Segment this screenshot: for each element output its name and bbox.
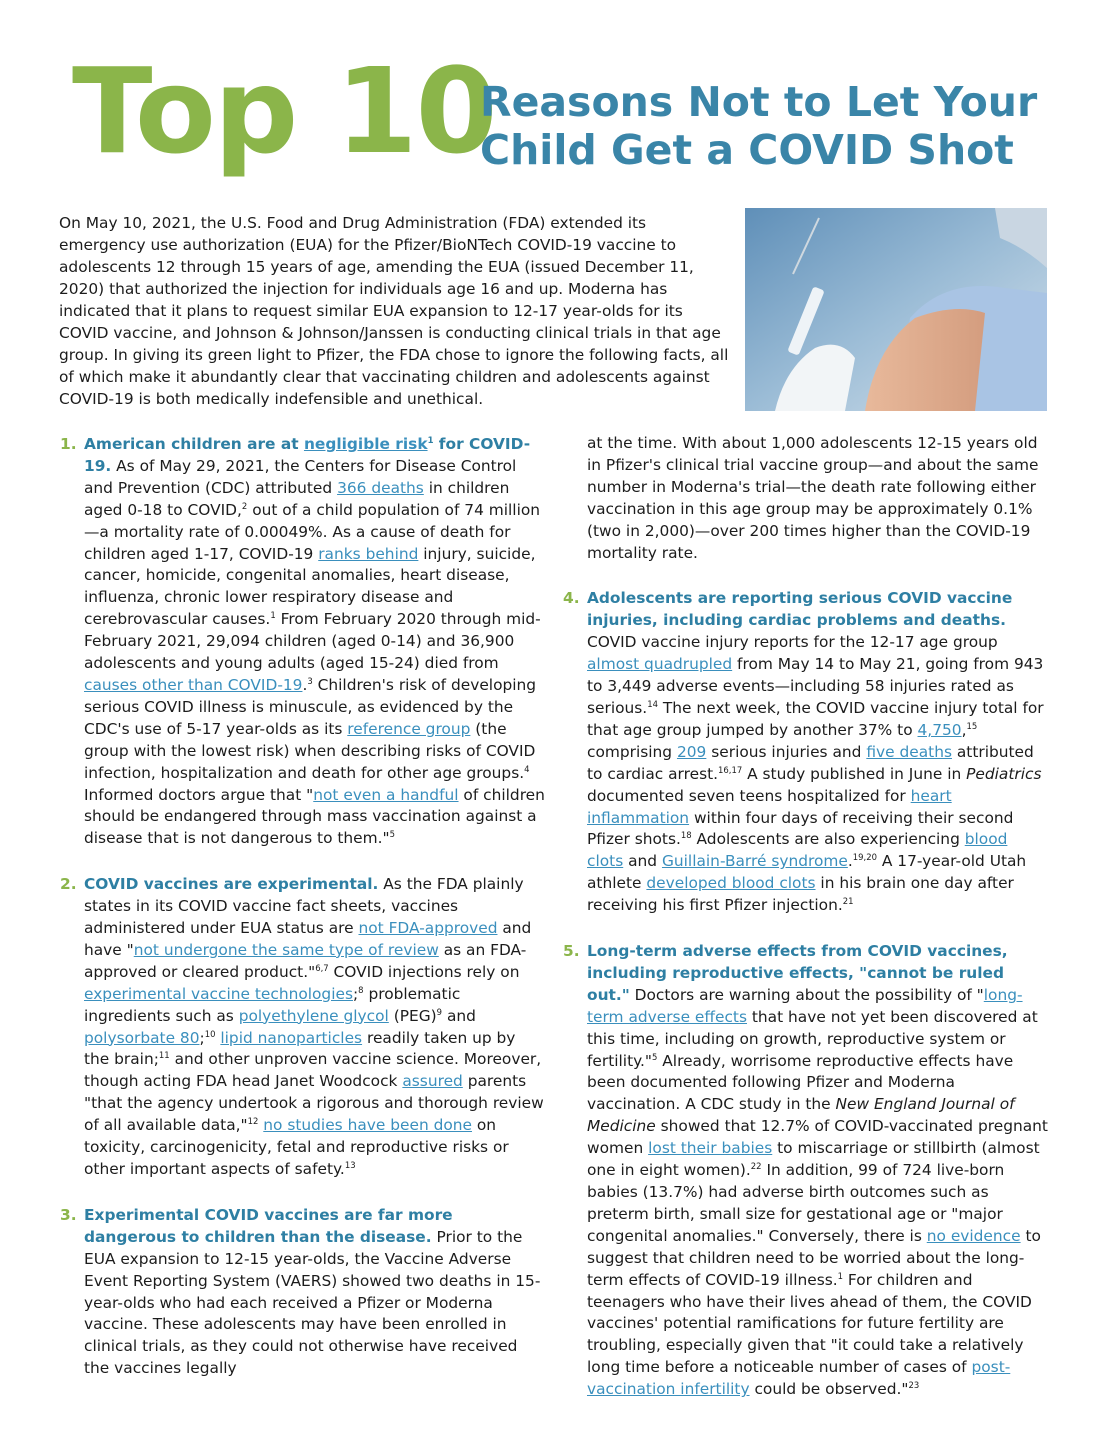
link-long-term-adverse-effects[interactable]: long-term adverse effects xyxy=(587,985,1023,1026)
link-reference-group[interactable]: reference group xyxy=(347,719,471,738)
link-five-deaths[interactable]: five deaths xyxy=(866,742,952,761)
subtitle-line-2: Child Get a COVID Shot xyxy=(480,126,1014,174)
vaccination-photo-graphic xyxy=(745,208,1047,411)
link-4750[interactable]: 4,750 xyxy=(917,720,962,739)
link-polysorbate-80[interactable]: polysorbate 80 xyxy=(84,1028,200,1047)
reason-3-continued: at the time. With about 1,000 adolescents 12-15 years old in Pfizer's clinical trial vaccine group—and about the same number in Moderna's trial—the death rate following either vaccination in this age group may be approximately 0.1% (two in 2,000)—over 200 times higher than the COVID-19 mortality rate. xyxy=(587,434,1039,562)
reason-4: 4. Adolescents are reporting serious COVID vaccine injuries, including cardiac problems and deaths. COVID vaccine injury reports for the 12-17 age group almost quadrupled from May 14 to May 21, going from 943 to 3,449 adverse events—including 58 injuries rated as serious.$^{14}$ The next week, the COVID vaccine injury total for that age group jumped by another 37% to 4,750,15 comprising 209 serious injuries and five deaths attributed to cardiac arrest.$^{16,17}$ A study published in June in Pediatrics documented seven teens hospitalized for heart inflammation within four days of receiving their second Pfizer shots.$^{18}$ Adolescents are also experiencing blood clots and Guillain-Barré syndrome.$^{19,20}$ A 17-year-old Utah athlete developed blood clots in his brain one day after receiving his first Pfizer injection.$^{21}$ xyxy=(563,589,1044,915)
link-heart-inflammation[interactable]: heart inflammation xyxy=(587,786,952,827)
reason-number: 3. xyxy=(60,1205,77,1224)
link-not-undergone-review[interactable]: not undergone the same type of review xyxy=(133,940,439,959)
reason-number: 1. xyxy=(60,435,77,453)
link-lipid-nanoparticles[interactable]: lipid nanoparticles xyxy=(220,1028,363,1047)
link-ranks-behind[interactable]: ranks behind xyxy=(318,544,419,563)
reason-number: 5. xyxy=(563,942,580,961)
link-assured[interactable]: assured xyxy=(402,1072,463,1091)
link-developed-blood-clots[interactable]: developed blood clots xyxy=(646,874,816,893)
link-experimental-vaccine-technologies[interactable]: experimental vaccine technologies xyxy=(84,984,353,1003)
link-post-vaccination-infertility[interactable]: post-vaccination infertility xyxy=(587,1358,1011,1399)
reason-2: 2. COVID vaccines are experimental. As the FDA plainly states in its COVID vaccine fact sheets, vaccines administered under EUA status are not FDA-approved and have "not undergone the same type of review as an FDA-approved or cleared product."$^{6,7}$ COVID injections rely on experimental vaccine technologies;$^8$ problematic ingredients such as polyethylene glycol (PEG)$^9$ and polysorbate 80;$^{10}$ lipid nanoparticles readily taken up by the brain;$^{11}$ and other unproven vaccine science. Moreover, though acting FDA head Janet Woodcock assured parents "that the agency undertook a rigorous and thorough review of all available data,"$^{12}$ no studies have been done on toxicity, carcinogenicity, fetal and reproductive risks or other important aspects of safety.$^{13}$ xyxy=(60,875,544,1178)
link-lost-their-babies[interactable]: lost their babies xyxy=(648,1139,773,1158)
link-no-evidence[interactable]: no evidence xyxy=(926,1226,1021,1245)
reason-5: 5. Long-term adverse effects from COVID vaccines, including reproductive effects, "cannot be ruled out." Doctors are warning about the possibility of "long-term adverse effects that have not yet been discovered at this time, including on growth, reproductive system or fertility."$^5$ Already, worrisome reproductive effects have been documented following Pfizer and Moderna vaccination. A CDC study in the New England Journal of Medicine showed that 12.7% of COVID-vaccinated pregnant women lost their babies to miscarriage or stillbirth (almost one in eight women).$^{22}$ In addition, 99 of 724 live-born babies (13.7%) had adverse birth outcomes such as preterm birth, small size for gestational age or "major congenital anomalies." Conversely, there is no evidence to suggest that children need to be worried about the long-term effects of COVID-19 illness.$^1$ For children and teenagers who have their lives ahead of them, the COVID vaccines' potential ramifications for future fertility are troubling, especially given that "it could take a relatively long time before a noticeable number of cases of post-vaccination infertility could be observed."$^{23}$ xyxy=(563,942,1048,1399)
link-causes-other-than-covid[interactable]: causes other than COVID-19 xyxy=(84,675,303,694)
link-not-even-a-handful[interactable]: not even a handful xyxy=(313,785,459,804)
reason-number: 2. xyxy=(60,875,77,894)
link-no-studies[interactable]: no studies have been done xyxy=(263,1116,472,1135)
link-209[interactable]: 209 xyxy=(676,742,707,761)
title-subtitle xyxy=(480,78,1037,174)
left-column xyxy=(60,434,545,1380)
link-negligible-risk[interactable]: negligible risk xyxy=(303,435,428,453)
link-polyethylene-glycol[interactable]: polyethylene glycol xyxy=(238,1006,389,1025)
title-top-10: Top 10 xyxy=(72,42,496,180)
reason-1: 1. American children are at negligible risk$^1$ for COVID-19. As of May 29, 2021, the Centers for Disease Control and Prevention (CDC) attributed 366 deaths in children aged 0-18 to COVID,$^2$ out of a child population of 74 million—a mortality rate of 0.00049%. As a cause of death for children aged 1-17, COVID-19 ranks behind injury, suicide, cancer, homicide, congenital anomalies, heart disease, influenza, chronic lower respiratory disease and cerebrovascular causes.$^1$ From February 2020 through mid-February 2021, 29,094 children (aged 0-14) and 36,900 adolescents and young adults (aged 15-24) died from causes other than COVID-19.$^3$ Children's risk of developing serious COVID illness is minuscule, as evidenced by the CDC's use of 5-17 year-olds as its reference group (the group with the lowest risk) when describing risks of COVID infection, hospitalization and death for other age groups.$^4$ Informed doctors argue that "not even a handful of children should be endangered through mass vaccination against a disease that is not dangerous to them."$^5$ xyxy=(60,434,545,848)
intro-paragraph: On May 10, 2021, the U.S. Food and Drug Administration (FDA) extended its emergency use authorization (EUA) for the Pfizer/BioNTech COVID-19 vaccine to adolescents 12 through 15 years of age, amending the EUA (issued December 11, 2020) that authorized the injection for individuals age 16 and up. Moderna has indicated that it plans to request similar EUA expansion to 12-17 year-olds for its COVID vaccine, and Johnson & Johnson/Janssen is conducting clinical trials in that age group. In giving its green light to Pfizer, the FDA chose to ignore the following facts, all of which make it abundantly clear that vaccinating children and adolescents against COVID-19 is both medically indefensible and unethical. xyxy=(59,214,729,408)
vaccination-photo xyxy=(745,208,1047,411)
link-guillain-barre[interactable]: Guillain-Barré syndrome xyxy=(661,852,848,871)
link-not-fda-approved[interactable]: not FDA-approved xyxy=(358,919,498,938)
subtitle-line-1: Reasons Not to Let Your xyxy=(480,78,1038,126)
reason-number: 4. xyxy=(563,589,580,608)
link-366-deaths[interactable]: 366 deaths xyxy=(337,478,424,497)
link-almost-quadrupled[interactable]: almost quadrupled xyxy=(587,655,733,674)
reason-3: 3. Experimental COVID vaccines are far more dangerous to children than the disease. Prior to the EUA expansion to 12-15 year-olds, the Vaccine Adverse Event Reporting System (VAERS) showed two deaths in 15-year-olds who had each received a Pfizer or Moderna vaccine. These adolescents may have been enrolled in clinical trials, as they could not otherwise have received the vaccines legally xyxy=(60,1205,541,1378)
right-column xyxy=(563,433,1048,1401)
link-blood-clots[interactable]: blood clots xyxy=(587,830,1008,871)
